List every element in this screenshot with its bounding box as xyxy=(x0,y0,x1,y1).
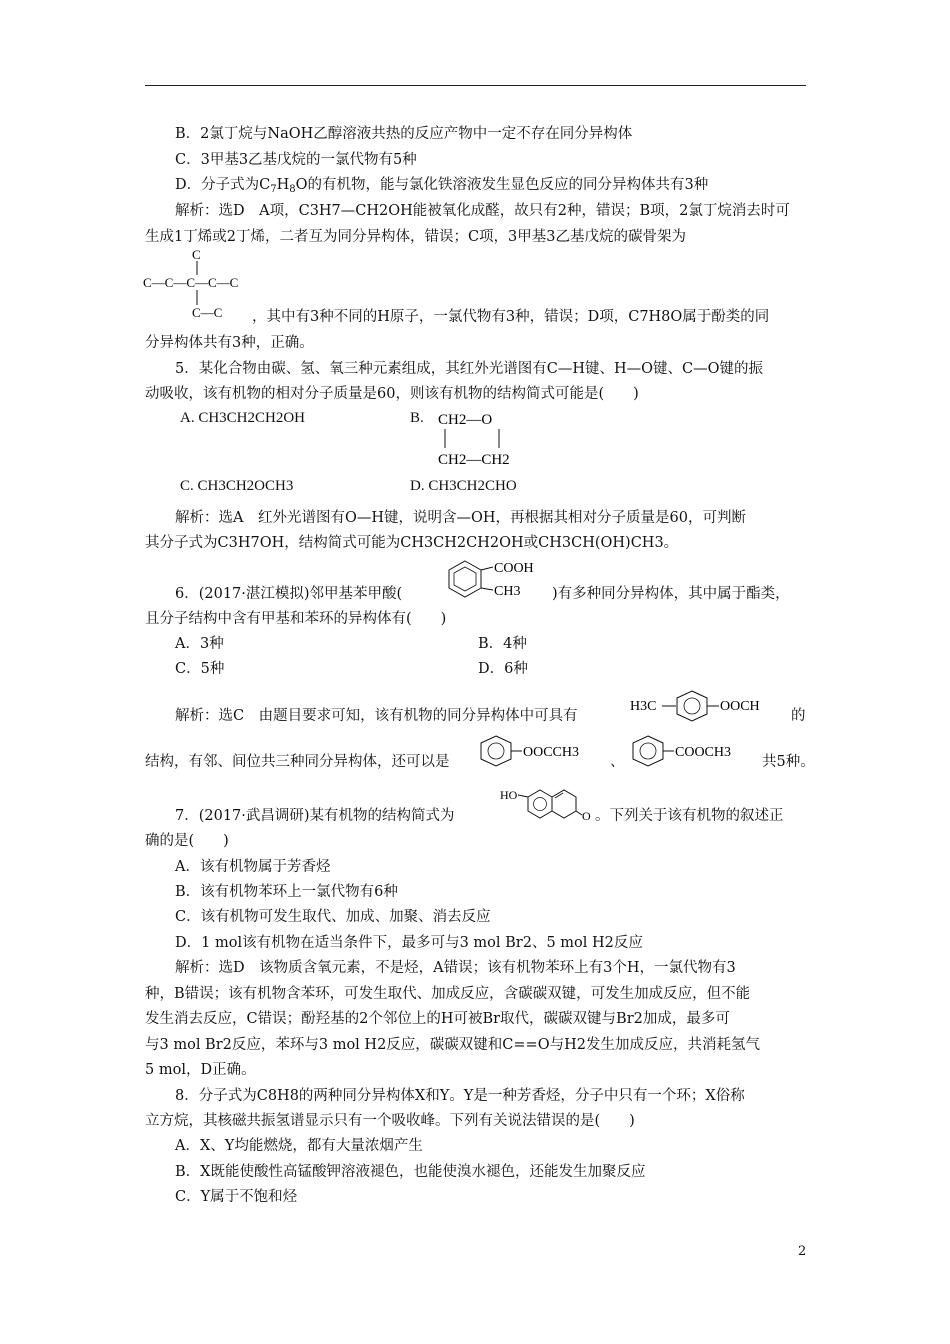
question-7-line1-part2: 。下列关于该有机物的叙述正 xyxy=(595,808,784,824)
q5-option-a: A. CH3CH2CH2OH xyxy=(180,410,306,426)
analysis-6-line1: 解析：选C 由题目要求可知，该有机物的同分异构体中可具有 xyxy=(175,708,578,724)
cooch3-label: COOCH3 xyxy=(675,745,732,760)
q7-option-b: B．该有机物苯环上一氯代物有6种 xyxy=(175,884,398,900)
q6-option-a: A．3种 xyxy=(175,636,224,652)
question-6-line1-part2: )有多种同分异构体，其中属于酯类， xyxy=(552,586,790,602)
question-5-line2: 动吸收，该有机物的相对分子质量是60，则该有机物的结构简式可能是( ) xyxy=(145,386,639,402)
q7-option-c: C．该有机物可发生取代、加成、加聚、消去反应 xyxy=(175,909,491,925)
option-c-line: C．3甲基3乙基戊烷的一氯代物有5种 xyxy=(175,152,417,168)
skeleton-top-c: C xyxy=(192,247,201,262)
analysis-7-line3: 发生消去反应，C错误；酚羟基的2个邻位上的H可被Br取代，碳碳双键与Br2加成，最多可 xyxy=(145,1011,730,1027)
analysis-7-line1: 解析：选D 该物质含氧元素，不是烃，A错误；该有机物苯环上有3个H，一氯代物有3 xyxy=(175,960,736,976)
option-d-line: D．分子式为$C_7H_8O$的有机物，能与氯化铁溶液发生显色反应的同分异构体共有3种 xyxy=(175,177,709,195)
question-6-line1-part1: 6．(2017·湛江模拟)邻甲基苯甲酸( xyxy=(175,586,403,602)
cooh-label: COOH xyxy=(494,561,534,576)
header-rule xyxy=(145,85,806,86)
skeleton-main-chain: C—C—C—C—C xyxy=(143,275,239,290)
q6-option-b: B．4种 xyxy=(478,636,527,652)
analysis-7-line5: 5 mol，D正确。 xyxy=(145,1062,256,1078)
ester-structure-1 xyxy=(628,688,793,724)
q5-option-c: C. CH3CH2OCH3 xyxy=(180,478,294,494)
ho-label: HO xyxy=(500,788,518,802)
ooch-label: OOCH xyxy=(720,699,760,714)
q6-option-d: D．6种 xyxy=(478,661,528,677)
analysis-5-line2: 其分子式为C3H7OH，结构简式可能为CH3CH2CH2OH或CH3CH(OH)CH3。 xyxy=(145,535,679,551)
ring-bottom: CH2—CH2 xyxy=(438,452,510,468)
question-6-line2: 且分子结构中含有甲基和苯环的异构体有( ) xyxy=(145,611,447,627)
carbon-skeleton-diagram xyxy=(140,245,260,325)
question-7-line2: 确的是( ) xyxy=(145,833,229,849)
q8-option-a: A．X、Y均能燃烧，都有大量浓烟产生 xyxy=(175,1138,423,1154)
question-8-line1: 8．分子式为C8H8的两种同分异构体X和Y。Y是一种芳香烃，分子中只有一个环；X俗称 xyxy=(175,1088,745,1104)
analysis-6-separator: 、 xyxy=(610,754,625,770)
q5-option-b-label: B. xyxy=(410,410,424,426)
ester-structure-3 xyxy=(632,733,762,769)
o-toluic-acid-structure xyxy=(440,557,560,607)
ketone-o-label: O xyxy=(582,809,591,823)
q5-option-d: D. CH3CH2CHO xyxy=(410,478,517,494)
q7-option-d: D．1 mol该有机物在适当条件下，最多可与3 mol Br2、5 mol H2反应 xyxy=(175,935,643,951)
analysis-7-line4: 与3 mol Br2反应，苯环与3 mol H2反应，碳碳双键和C==O与H2发生加成反应，共消耗氢气 xyxy=(145,1037,760,1053)
analysis-6-line2-end: 共5种。 xyxy=(762,754,815,770)
q7-option-a: A．该有机物属于芳香烃 xyxy=(175,859,331,875)
analysis-4-line4: 分异构体共有3种，正确。 xyxy=(145,335,314,351)
option-b-line: B．2氯丁烷与NaOH乙醇溶液共热的反应产物中一定不存在同分异构体 xyxy=(175,126,633,142)
skeleton-bottom-branch: C—C xyxy=(192,305,223,320)
q8-option-b: B．X既能使酸性高锰酸钾溶液褪色，也能使溴水褪色，还能发生加聚反应 xyxy=(175,1164,646,1180)
q5-option-b-ring xyxy=(436,410,546,470)
analysis-6-line1-end: 的 xyxy=(791,708,806,724)
ring-top: CH2—O xyxy=(438,412,493,428)
question-7-line1-part1: 7．(2017·武昌调研)某有机物的结构简式为 xyxy=(175,808,455,824)
ch3-label: CH3 xyxy=(494,584,521,599)
page-number: 2 xyxy=(798,1244,807,1259)
analysis-4-line2: 生成1丁烯或2丁烯，二者互为同分异构体，错误；C项，3甲基3乙基戊烷的碳骨架为 xyxy=(145,229,686,245)
h3c-label: H3C xyxy=(630,699,657,714)
question-8-line2: 立方烷，其核磁共振氢谱显示只有一个吸收峰。下列有关说法错误的是( ) xyxy=(145,1113,635,1129)
analysis-5-line1: 解析：选A 红外光谱图有O—H键，说明含—OH，再根据其相对分子质量是60，可判断 xyxy=(175,510,746,526)
analysis-4-line1: 解析：选D A项，C3H7—CH2OH能被氧化成醛，故只有2种，错误；B项，2氯丁烷消去时可 xyxy=(175,203,790,219)
analysis-6-line2: 结构，有邻、间位共三种同分异构体，还可以是 xyxy=(145,754,450,770)
q6-option-c: C．5种 xyxy=(175,661,225,677)
ooccch3-label: OOCCH3 xyxy=(523,745,580,760)
ester-structure-2 xyxy=(480,733,605,769)
q8-option-c: C．Y属于不饱和烃 xyxy=(175,1189,298,1205)
naphthol-ketone-structure xyxy=(500,784,600,826)
question-5-line1: 5．某化合物由碳、氢、氧三种元素组成，其红外光谱图有C—H键、H—O键、C—O键的振 xyxy=(175,361,763,377)
analysis-7-line2: 种，B错误；该有机物含苯环，可发生取代、加成反应，含碳碳双键，可发生加成反应，但不能 xyxy=(145,986,751,1002)
analysis-4-line3: ，其中有3种不同的H原子，一氯代物有3种，错误；D项，C7H8O属于酚类的同 xyxy=(252,309,770,325)
